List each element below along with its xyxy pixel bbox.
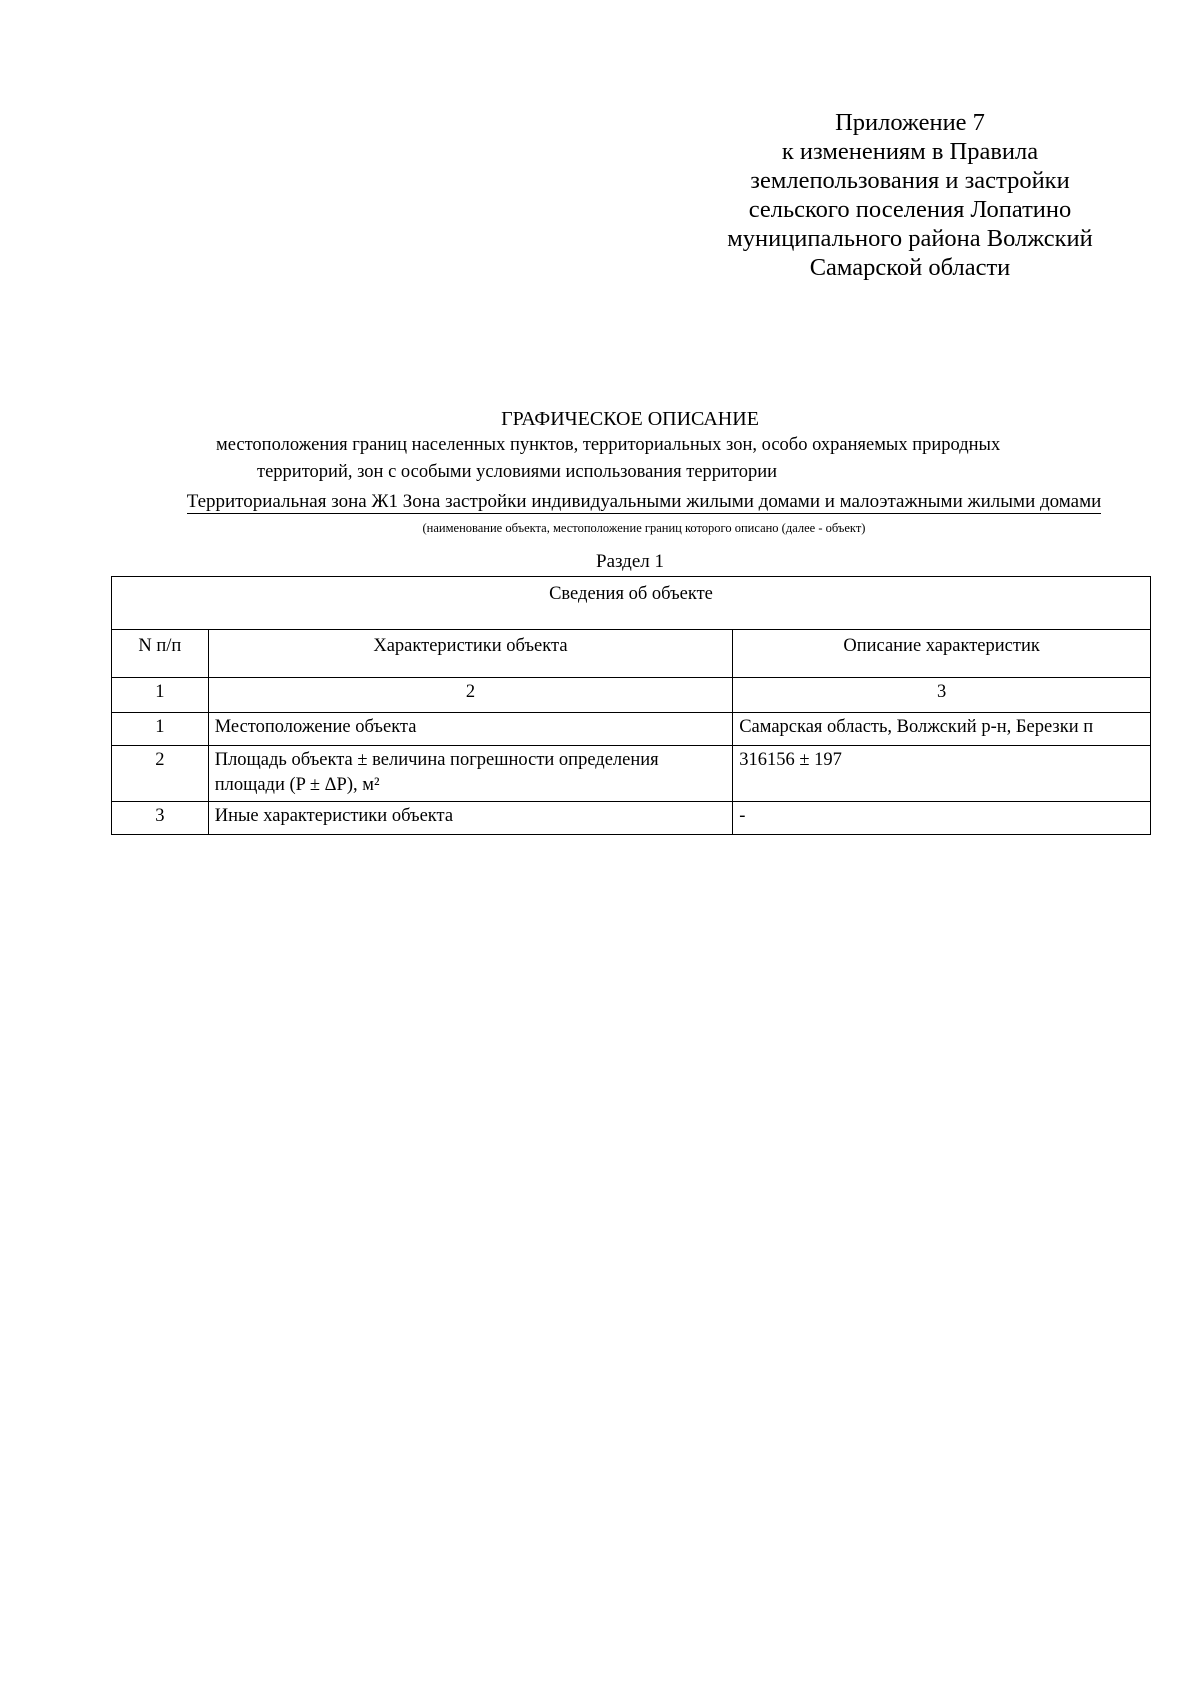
row-description: - — [733, 802, 1151, 835]
object-name — [144, 490, 1144, 514]
row-number: 1 — [112, 713, 209, 746]
appendix-line: к изменениям в Правила — [781, 138, 1039, 165]
row-characteristic: Площадь объекта ± величина погрешности определения площади (P ± ΔP), м² — [208, 746, 732, 802]
table-header-row — [112, 630, 1151, 678]
row-description: Самарская область, Волжский р-н, Березки п — [733, 713, 1151, 746]
object-info-table — [111, 576, 1151, 835]
row-number: 3 — [112, 802, 209, 835]
subtitle-line: местоположения границ населенных пунктов, территориальных зон, особо охраняемых природных — [216, 435, 1001, 455]
column-header-description: Описание характеристик — [733, 630, 1151, 678]
document-title: ГРАФИЧЕСКОЕ ОПИСАНИЕ — [501, 408, 759, 430]
row-characteristic: Иные характеристики объекта — [208, 802, 732, 835]
row-description: 316156 ± 197 — [733, 746, 1151, 802]
appendix-line: Приложение 7 — [835, 109, 985, 136]
appendix-line: Самарской области — [809, 254, 1011, 281]
column-header-number: N п/п — [112, 630, 209, 678]
column-number: 1 — [112, 678, 209, 713]
object-name-text: Территориальная зона Ж1 Зона застройки индивидуальными жилыми домами и малоэтажными жилыми домами — [186, 491, 1102, 512]
table-row — [112, 713, 1151, 746]
appendix-block — [720, 108, 1100, 282]
section-label: Раздел 1 — [596, 551, 664, 572]
subtitle-line: территорий, зон с особыми условиями использования территории — [257, 462, 778, 482]
table-row — [112, 746, 1151, 802]
row-number: 2 — [112, 746, 209, 802]
column-number: 2 — [208, 678, 732, 713]
column-header-characteristic: Характеристики объекта — [208, 630, 732, 678]
object-name-caption: (наименование объекта, местоположение границ которого описано (далее - объект) — [422, 521, 866, 535]
appendix-line: сельского поселения Лопатино — [748, 196, 1072, 223]
appendix-line: землепользования и застройки — [750, 167, 1070, 194]
column-number: 3 — [733, 678, 1151, 713]
table-caption: Сведения об объекте — [112, 577, 1151, 630]
column-number-row — [112, 678, 1151, 713]
table-row — [112, 802, 1151, 835]
appendix-line: муниципального района Волжский — [727, 225, 1093, 252]
row-characteristic: Местоположение объекта — [208, 713, 732, 746]
table-caption-row — [112, 577, 1151, 630]
